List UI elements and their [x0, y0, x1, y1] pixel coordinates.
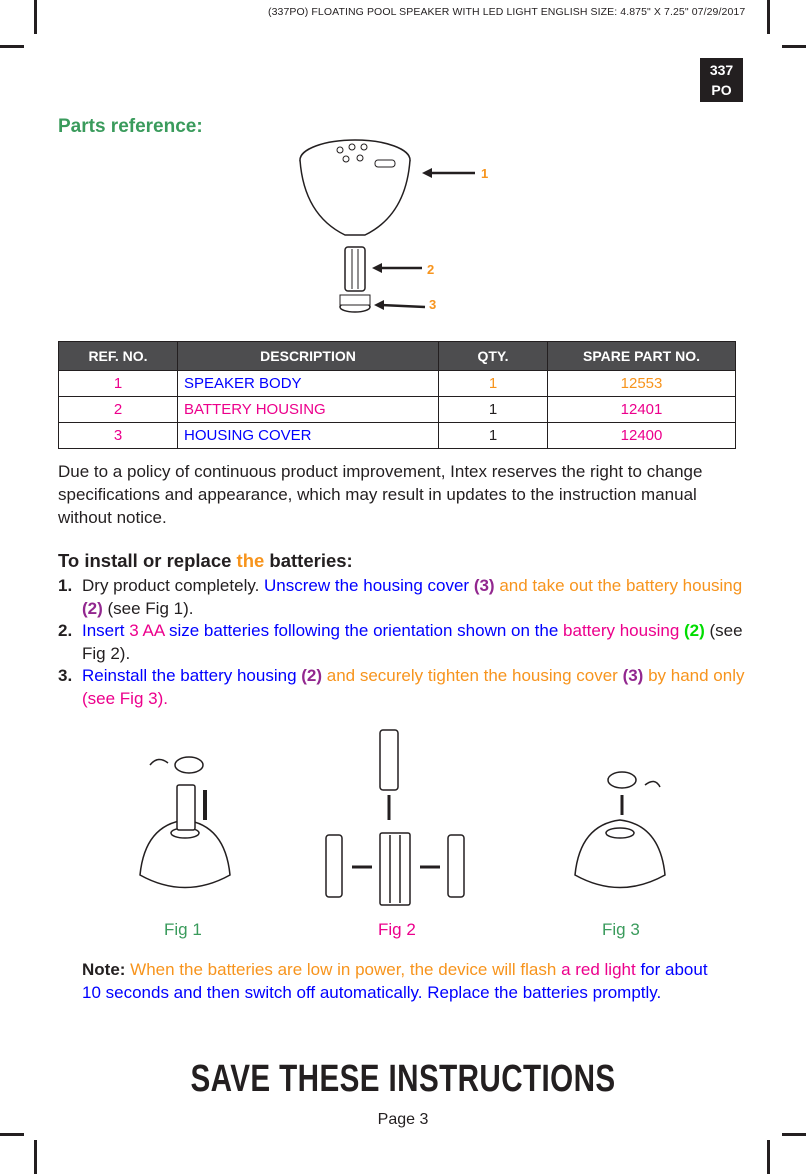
text-run: for about 10 seconds and then switch off automatically. Replace the batteries promptly. — [82, 960, 708, 1002]
column-header: DESCRIPTION — [178, 342, 439, 371]
cell-ref: 2 — [59, 397, 178, 423]
crop-mark — [0, 1133, 24, 1136]
text-run: size batteries following the orientation shown on the — [164, 621, 564, 640]
cell-ref: 1 — [59, 371, 178, 397]
text-run: (see Fig 2). — [82, 621, 743, 663]
cell-qty: 1 — [439, 423, 548, 449]
column-header: REF. NO. — [59, 342, 178, 371]
text-run: (see Fig 1). — [102, 598, 194, 618]
text-run: When the batteries are low in power, the device will flash — [125, 960, 562, 979]
text-run: (3) — [622, 666, 644, 685]
title-part: To install or replace — [58, 550, 237, 571]
exploded-speaker-illustration — [290, 135, 490, 315]
print-info: (337PO) FLOATING POOL SPEAKER WITH LED LIGHT ENGLISH SIZE: 4.875" X 7.25" 07/29/2017 — [268, 6, 746, 18]
callout-1: 1 — [481, 166, 489, 181]
cell-desc: HOUSING COVER — [178, 423, 439, 449]
text-run: (3) — [473, 576, 495, 595]
text-run: Insert — [82, 621, 130, 640]
table-row — [59, 397, 736, 423]
text-run: (2) — [301, 666, 323, 685]
text-run: 3 AA — [129, 621, 165, 640]
text-run: (see Fig 3). — [82, 688, 168, 708]
install-title — [58, 550, 353, 572]
install-step — [58, 665, 758, 710]
save-instructions-heading: SAVE THESE INSTRUCTIONS — [190, 1058, 616, 1100]
note-text — [82, 958, 722, 1004]
crop-mark — [767, 1140, 770, 1174]
model-badge — [700, 58, 743, 102]
cell-desc: SPEAKER BODY — [178, 371, 439, 397]
text-run: Reinstall the battery housing — [82, 666, 302, 685]
parts-reference-title: Parts reference: — [58, 116, 203, 137]
step-number: 2. — [58, 621, 73, 640]
callout-3: 3 — [429, 297, 437, 312]
text-run: (2) — [82, 598, 103, 618]
title-part: batteries: — [264, 550, 353, 571]
installation-figures — [130, 725, 670, 910]
crop-mark — [782, 1133, 806, 1136]
text-run: (2) — [684, 621, 705, 640]
install-steps — [58, 575, 758, 710]
step-number: 3. — [58, 666, 73, 685]
text-run: Dry product completely. — [82, 576, 265, 595]
text-run: and take out the battery housing — [494, 576, 743, 595]
crop-mark — [34, 0, 37, 34]
text-run: a red light — [561, 960, 636, 979]
note-label: Note: — [82, 960, 126, 979]
badge-line: PO — [711, 82, 732, 98]
crop-mark — [0, 45, 24, 48]
policy-text: Due to a policy of continuous product improvement, Intex reserves the right to change specifications and appearance, which may result in updates to the instruction manual without notice. — [58, 462, 703, 527]
callout-2: 2 — [427, 262, 435, 277]
page-number: Page 3 — [377, 1111, 429, 1128]
cell-ref: 3 — [59, 423, 178, 449]
install-step — [58, 575, 758, 620]
table-row — [59, 371, 736, 397]
text-run: and securely tighten the housing cover — [322, 666, 623, 685]
cell-part: 12553 — [548, 371, 736, 397]
cell-desc: BATTERY HOUSING — [178, 397, 439, 423]
cell-part: 12400 — [548, 423, 736, 449]
crop-mark — [767, 0, 770, 34]
parts-table — [58, 341, 736, 449]
fig-1-caption: Fig 1 — [164, 920, 202, 939]
fig-3-caption: Fig 3 — [602, 920, 640, 939]
crop-mark — [34, 1140, 37, 1174]
column-header: QTY. — [439, 342, 548, 371]
badge-line: 337 — [709, 62, 734, 78]
title-part: the — [236, 550, 265, 571]
fig-2-caption: Fig 2 — [378, 920, 416, 939]
table-row — [59, 423, 736, 449]
step-number: 1. — [58, 576, 73, 595]
text-run: battery housing — [563, 621, 684, 640]
install-step — [58, 620, 758, 665]
column-header: SPARE PART NO. — [548, 342, 736, 371]
text-run: by hand only — [643, 666, 745, 685]
cell-qty: 1 — [439, 371, 548, 397]
crop-mark — [782, 45, 806, 48]
cell-part: 12401 — [548, 397, 736, 423]
cell-qty: 1 — [439, 397, 548, 423]
text-run: Unscrew the housing cover — [264, 576, 474, 595]
